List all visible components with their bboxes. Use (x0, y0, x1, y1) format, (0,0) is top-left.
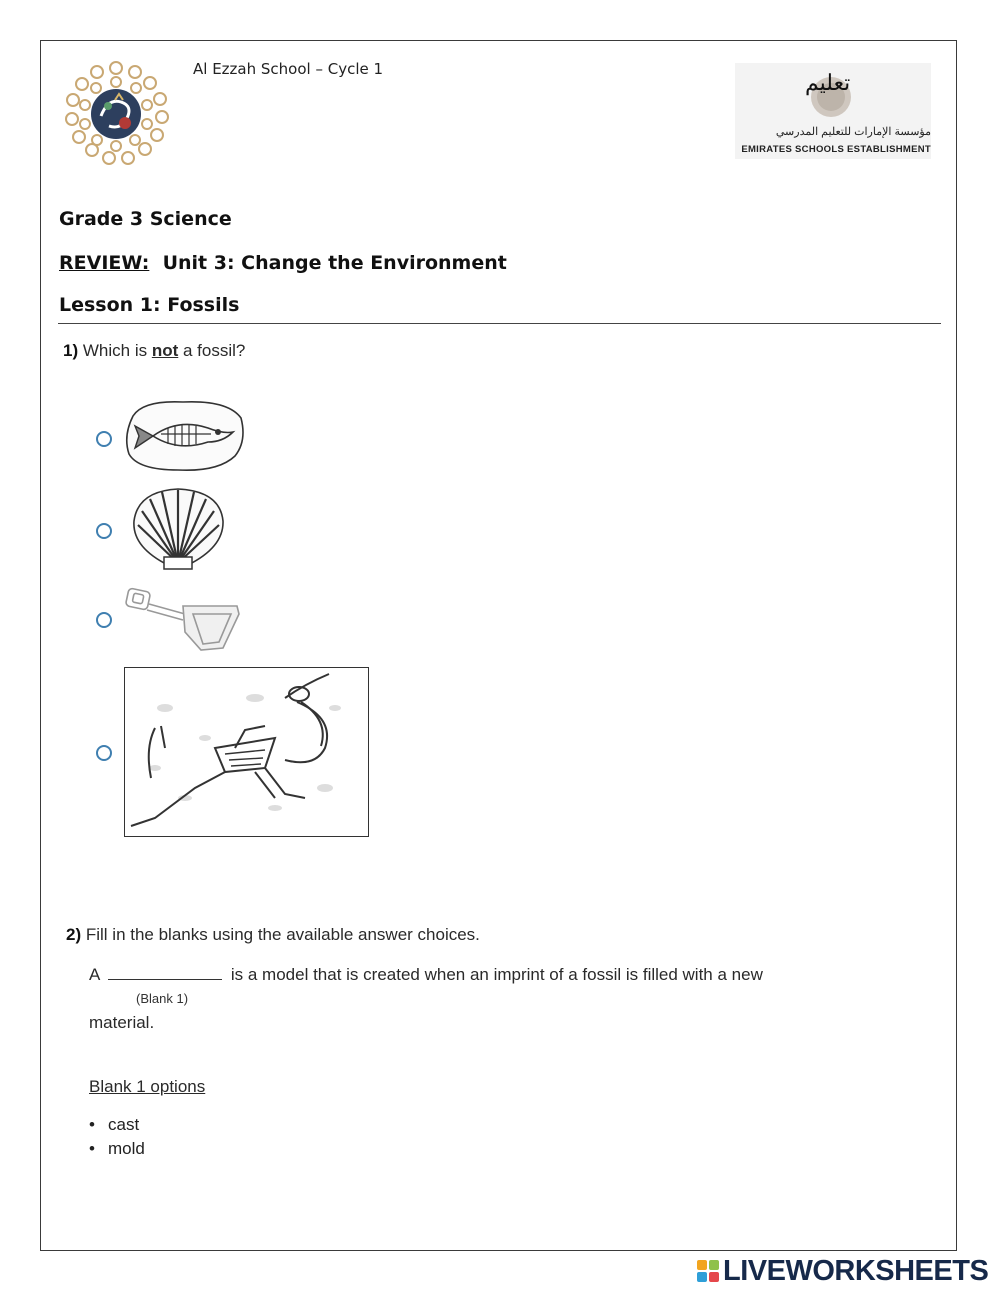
header-divider (58, 323, 941, 324)
toy-shovel-icon (123, 584, 243, 656)
block-orange (697, 1260, 707, 1270)
question-2-text (66, 925, 480, 945)
question-2-instruction: Fill in the blanks using the available answer choices. (85, 925, 480, 944)
option-2-radio[interactable] (96, 523, 112, 539)
sentence-start: A (89, 965, 100, 984)
taleem-arabic-mark: تعليم (805, 71, 851, 96)
option-1-radio[interactable] (96, 431, 112, 447)
option-mold: • mold (89, 1137, 145, 1161)
question-1-text (63, 341, 245, 361)
question-1-text-end: a fossil? (183, 341, 246, 360)
block-red (709, 1272, 719, 1282)
grade-heading: Grade 3 Science (59, 208, 232, 230)
option-cast: • cast (89, 1113, 145, 1137)
liveworksheets-logo (697, 1256, 988, 1286)
liveworksheets-brand: LIVEWORKSHEETS (723, 1254, 989, 1287)
blank-1-input[interactable] (108, 965, 222, 980)
emirates-schools-logo (735, 63, 931, 159)
blank-1-options-list (89, 1113, 145, 1161)
liveworksheets-blocks-icon (697, 1260, 719, 1282)
seashell-icon (128, 485, 228, 571)
block-green (709, 1260, 719, 1270)
lesson-heading: Lesson 1: Fossils (59, 294, 240, 316)
blank-1-options-title: Blank 1 options (89, 1077, 206, 1096)
school-name: Al Ezzah School – Cycle 1 (193, 60, 384, 78)
option-4-frame (124, 667, 369, 837)
review-label: REVIEW: (59, 252, 150, 274)
question-2-number: 2) (66, 925, 82, 944)
bird-fossil-icon (125, 668, 368, 836)
school-logo-icon (63, 60, 169, 166)
question-1-emphasis: not (151, 341, 179, 360)
sentence-rest: is a model that is created when an imprint of a fossil is filled with a new (230, 965, 763, 984)
blank-1-label: (Blank 1) (136, 991, 189, 1006)
question-1-number: 1) (63, 341, 79, 360)
question-1-text-start: Which is (82, 341, 148, 360)
ese-arabic-name: مؤسسة الإمارات للتعليم المدرسي (775, 126, 931, 138)
review-heading (59, 252, 507, 274)
fish-fossil-icon (123, 396, 247, 474)
option-3-radio[interactable] (96, 612, 112, 628)
option-4-radio[interactable] (96, 745, 112, 761)
sentence-end: material. (89, 1013, 155, 1032)
fill-in-sentence (89, 965, 763, 985)
review-unit: Unit 3: Change the Environment (162, 252, 507, 274)
block-blue (697, 1272, 707, 1282)
ese-english-name: EMIRATES SCHOOLS ESTABLISHMENT (741, 144, 931, 155)
